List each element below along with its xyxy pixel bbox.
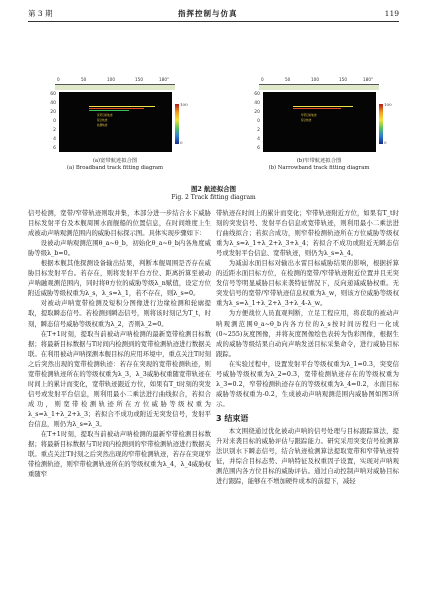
running-header [28,9,399,22]
y-tick-label: 2 [53,128,56,133]
colorbar-max-label: 100 [384,102,392,107]
paragraph: 在实验过程中，设置发射平台等级权重为λ_1=0.3，突变信号威胁等级权重为λ_2=0.3，宽带检测轨迹存在的等级权重为λ_3=0.2，窄带检测轨迹存在的等级权重为λ_4=0.2，水面目标威胁等级权重为-0.2，生成被动声呐观测范围内威胁图如图3所示。 [216,360,399,408]
paragraph: 信号检测，宽带/窄带轨迹则取并集，本部分进一步结合水下威胁目标发射平台及本舰周围水面舰船的位置信息，在时间维度上生成被动声呐观测范围内的威胁目标探示图。具体实现步骤如下： [28,210,211,238]
panel-b-y-axis [252,92,260,152]
paragraph: 为方便战位人员直观判断，立足工程应用，将获取的被动声呐观测范围θ_a~θ_b内各方位的λ_s按时间历程归一化成(0~255)灰度图像，并将灰度图像绘色表转为伪彩图像，根据生成的威胁等级结果自动向声呐发送目标采集命令，进行威胁目标跟踪。 [216,310,399,358]
y-tick-label: 6 [257,146,260,151]
panel-b-angle-tick: 50 [285,77,291,82]
track-line [293,106,353,107]
y-tick-label: 40 [50,101,56,106]
paragraph: 根据本舰其他探测设备输出结果，判断本舰周围是否存在威胁目标发射平台。若存在，则将发射平台方位、距离折算至被动声呐融观测范围内，同时将θ方位的威胁等级λ_n赋值，设定方位附近威胁等级权重为λ_s，λ_s=λ_1，若不存在，则λ_s=0。 [28,260,211,298]
panel-a-angle-tick: 50 [81,77,87,82]
colorbar-min-label: 0 [180,140,183,145]
panel-a-scale-strip [55,84,175,90]
paragraph: 本文围绕通过优化被动声呐的信号处理与目标跟踪算法，提升对来袭目标的威胁评估与跟踪能力。研究采用突变信号检测算法识别水下瞬态信号，结合轨迹检测算法提取宽带和窄带轨迹特征，并综合目标态势、声呐特征及权重因子设置，实现对声呐观测范围内各方位目标的威胁评估。通过自动控制声呐对威胁目标进行跟踪，能够在不增加硬件成本的前提下，减轻 [216,427,399,486]
section-heading: 3 结束语 [216,413,249,423]
paragraph: 带轨迹在时间上的累计而变化；窄带轨迹附近方位，如果有T_t时刻的突发信号、发射平台信息或宽带轨迹，则利用最小二乘法进行曲线拟合；若拟合成功，则窄带检测轨迹所在方位威胁等级权重为λ_s=λ_1+λ_2+λ_3+λ_4；若拟合不成功或附近无瞬态信号或发射平台信息、宽带轨迹，则仍为λ_s=λ_4。 [216,210,399,258]
panel-b-angle-tick: 0 [261,77,264,82]
y-tick-label: 20 [50,110,56,115]
narrowband-track-image [263,92,376,152]
track-line [293,108,341,109]
panel-b-angle-scale [259,76,379,92]
y-tick-label: 6 [53,146,56,151]
paragraph: 对被动声呐宽带检测及短积分图像进行边缘检测和轮廓提取，提取瞬态信号。若检测到瞬态信号，则将该时刻记为T_t，时刻，瞬态信号威胁等级权重为λ_2，否则λ_2=0。 [28,300,211,328]
page-number: 119 [384,9,399,18]
y-tick-label: 20 [254,110,260,115]
figure-caption-en: Fig. 2 Track fitting diagram [171,194,256,201]
subcaption-b-cn: (b)窄带航迹拟合图 [296,158,342,164]
body-column-left [28,209,211,480]
track-line [89,106,155,107]
colorbar-min-label: 0 [384,140,387,145]
panel-b-angle-tick: 150 [339,77,347,82]
paragraph: 为减弱水面目标对输出水雷目标威胁结果的影响，根据折算的近距水面目标方位，在检测的宽带/窄带轨迹附近位置并且无突发信号等明显威胁目标来袭特征情况下，反向递减威胁权重。无突发信号的宽带/窄带轨迹信息权重为λ_w，则该方位威胁等级权重为λ_s=λ_1+λ_2+λ_3+λ_4-λ_w。 [216,260,399,308]
panel-b-angle-tick: 100 [311,77,319,82]
track-line [89,108,144,109]
paragraph: 在T+1时刻，提取当前被动声呐检测的最新窄带检测目标数据；将最新目标数据与T时间内检测到的窄带检测轨迹进行数据关联。重点关注T时刻之后突然出现的窄带检测轨迹，若存在突现窄带检测轨迹，则窄带检测轨迹所在的等级权重为λ_4，λ_4威胁权重随窄 [28,431,211,479]
panel-a-colorbar [175,104,179,144]
subcaption-b-en: (b) Narrowband track fitting diagram [268,164,370,171]
panel-b-annotation: 窄带目标轨迹 [301,114,317,117]
journal-title: 指挥控制与仿真 [178,9,238,18]
issue-number: 第 3 期 [28,9,53,18]
paragraph: 在T+1时刻，提取当前被动声呐检测的最新宽带检测目标数据；将最新目标数据与T时间内检测到的宽带检测轨迹进行数据关联。在利用被动声呐探测本舰目标的应用环境中，重点关注T时刻之后突然出现的宽带检测轨迹：若存在突现的宽带检测轨迹，则宽带检测轨迹所在的等级权重为λ_3，λ_3威胁权重随宽带轨迹在时间上的累计而变化，宽带轨迹跟近方位，如果有T_t时刻的突发信号或发射平台信息，则利用最小二乘法进行曲线拟合，若拟合成功，则宽带检测轨迹所在方位威胁等级权重为λ_s=λ_1+λ_2+λ_3；若拟合不成功或附近无突发信号，发射平台信息，则仍为λ_s=λ_3。 [28,330,211,428]
y-tick-label: 4 [53,137,56,142]
panel-a-annotation: 拟合轨迹 [97,119,108,122]
panel-b-scale-strip [259,84,379,90]
subcaption-a-en: (a) Broadband track fitting diagram [66,164,164,171]
figure-caption-cn: 图2 航迹拟合图 [190,185,236,193]
panel-a-y-axis [48,92,56,152]
y-tick-label: 4 [257,137,260,142]
panel-a-angle-tick: 0 [57,77,60,82]
y-tick-label: 60 [254,92,260,97]
panel-b-angle-tick: 180° [363,77,374,82]
broadband-track-image [59,92,172,152]
y-tick-label: 0 [257,119,260,124]
y-tick-label: 0 [53,119,56,124]
y-tick-label: 40 [254,101,260,106]
y-tick-label: 2 [257,128,260,133]
paragraph: 设被动声呐观测范围θ_a~θ_b，初始化θ_a~θ_b内各角度威胁等级λ_b=0。 [28,240,211,258]
colorbar-max-label: 100 [180,102,188,107]
panel-a-annotation: 检测轨迹 [97,124,108,127]
panel-b-annotation: 拟合轨迹 [301,119,312,122]
subcaption-a-cn: (a)宽带航迹拟合图 [92,158,138,164]
panel-a-angle-tick: 180° [159,77,170,82]
y-tick-label: 60 [50,92,56,97]
panel-a-annotation: 宽带目标轨迹 [97,114,113,117]
subcaption-b [244,158,394,171]
panel-a-angle-tick: 100 [107,77,115,82]
panel-a-angle-tick: 150 [135,77,143,82]
track-line [89,110,129,111]
body-column-right [216,209,399,487]
panel-a-angle-scale [55,76,175,92]
subcaption-a [40,158,190,171]
panel-b-colorbar [379,104,383,144]
